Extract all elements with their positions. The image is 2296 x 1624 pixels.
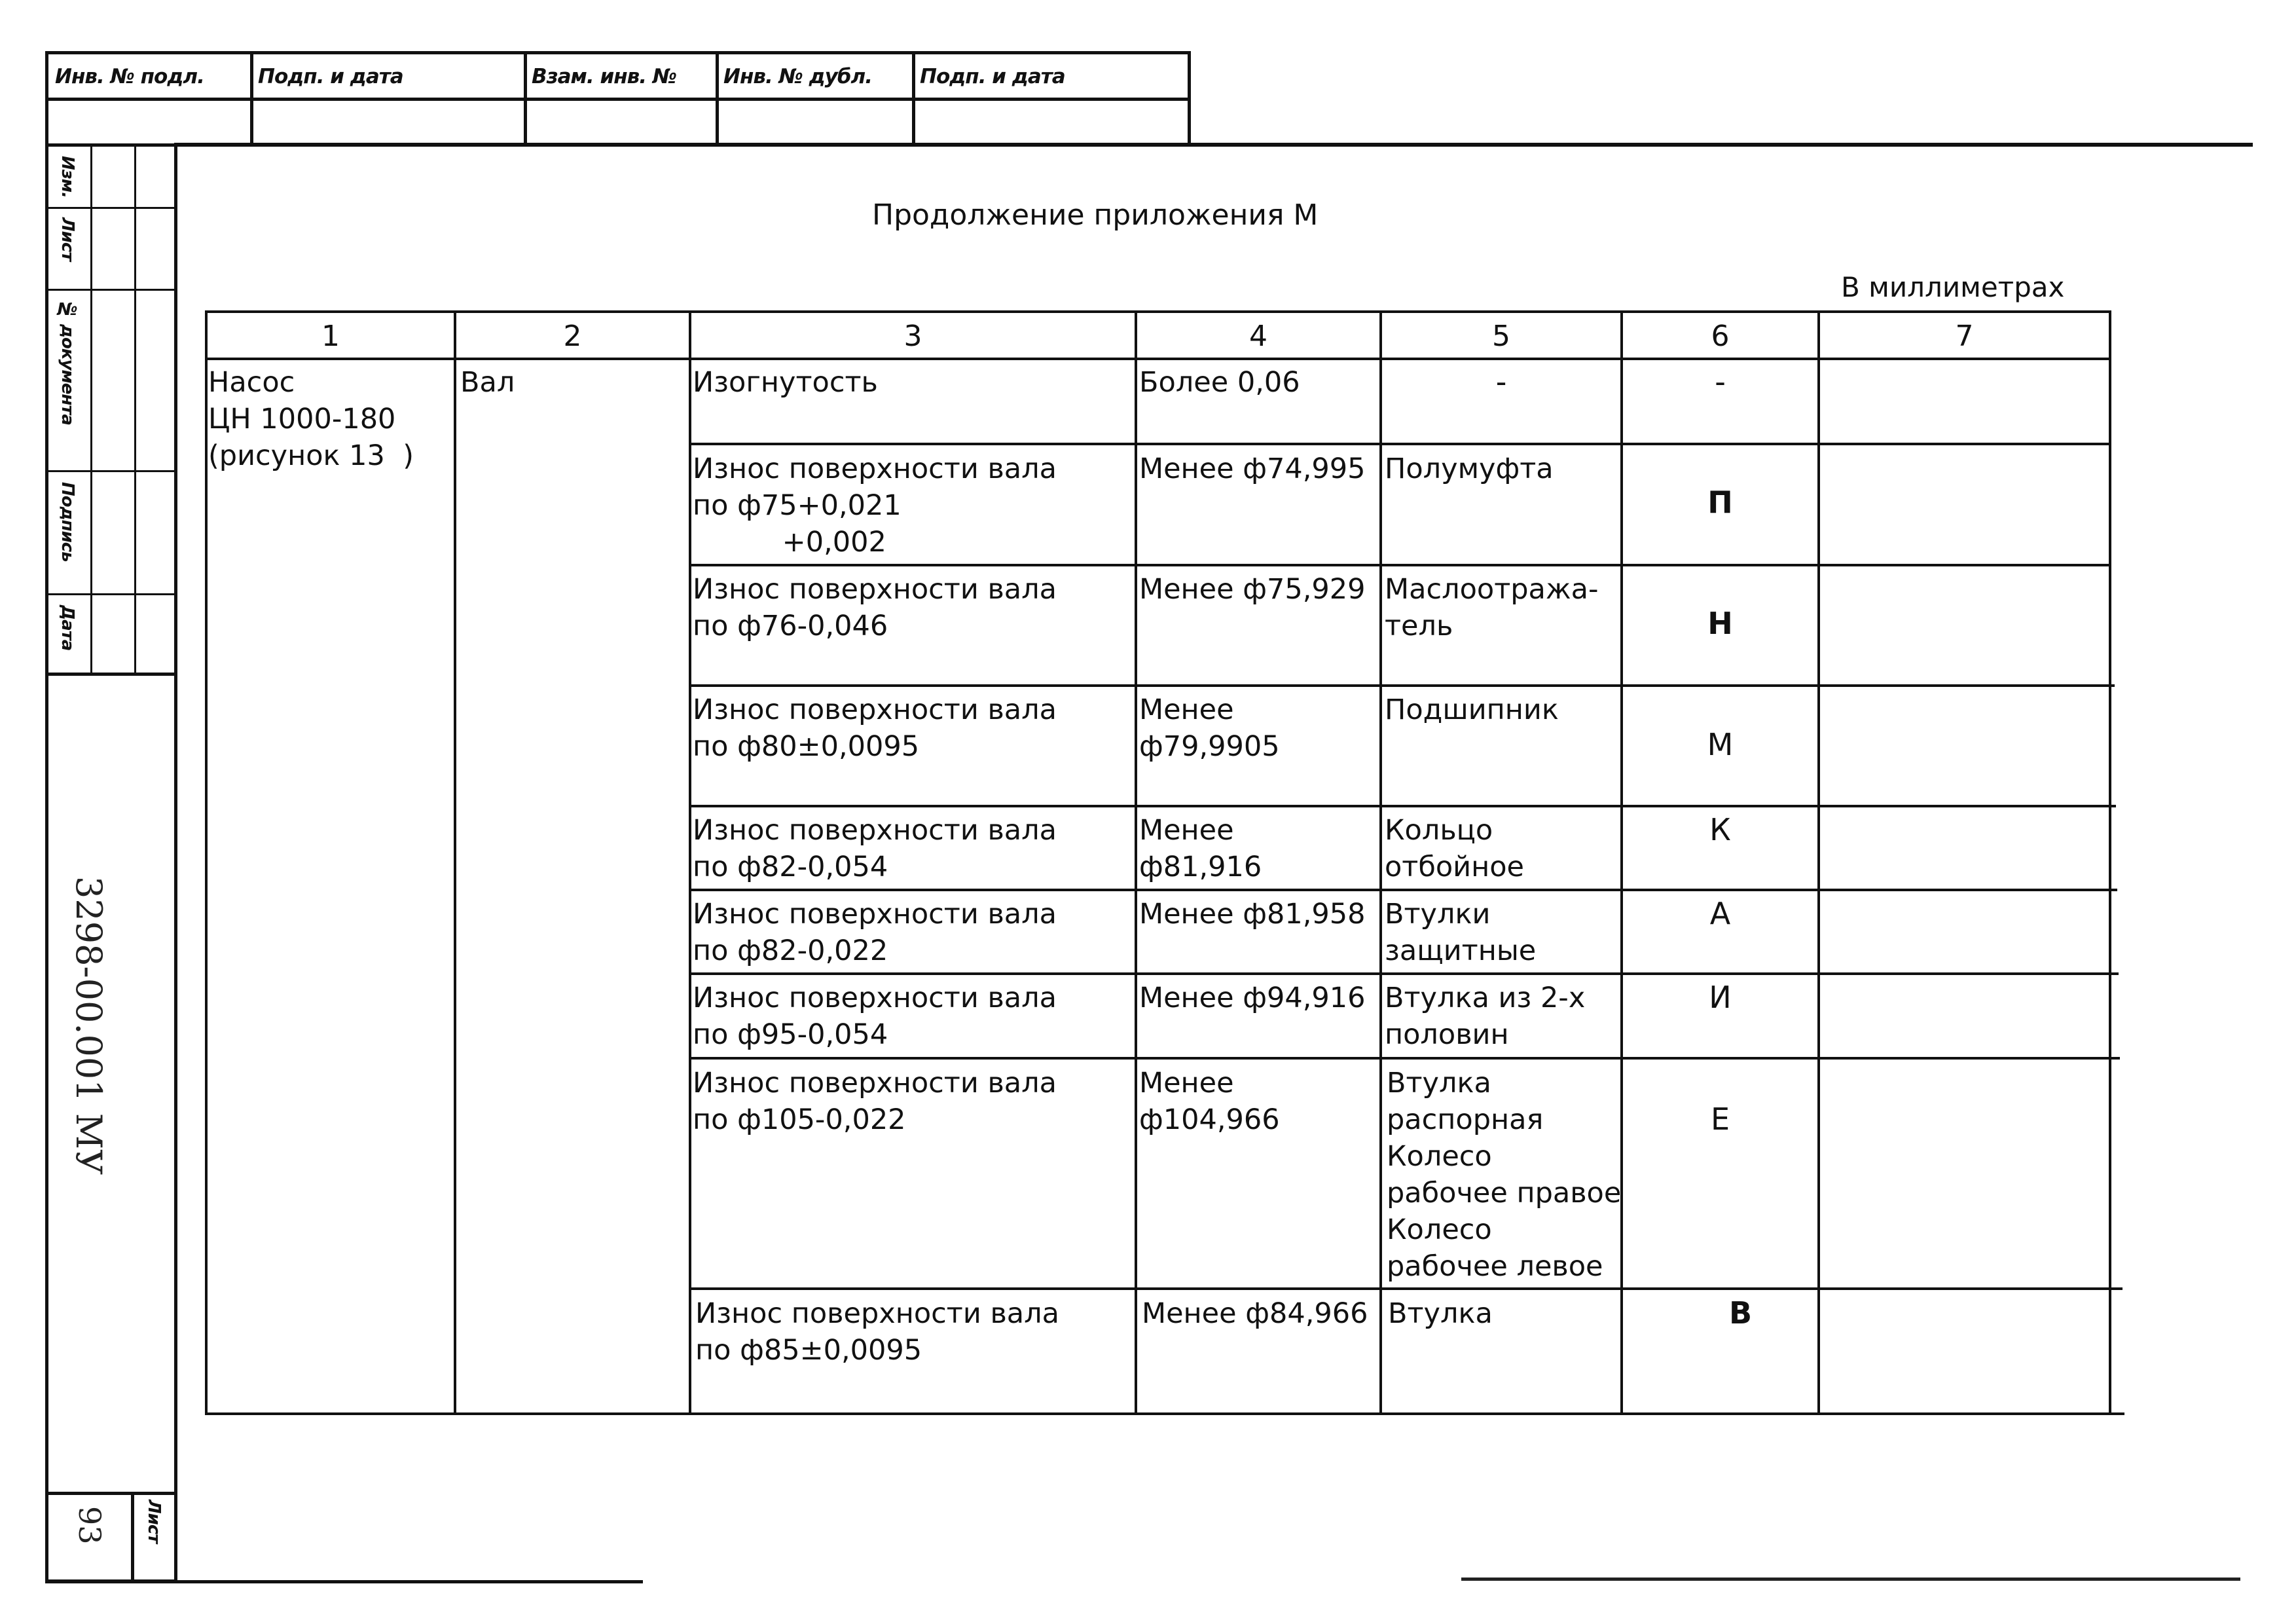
strip-row-line — [48, 593, 177, 595]
strip-row-line — [48, 1492, 177, 1495]
limit-cell: Более 0,06 — [1139, 366, 1300, 399]
units-note: В миллиметрах — [1841, 271, 2065, 303]
strip-label-signature: Подпись — [58, 482, 77, 562]
detail-cell: Втулка — [1388, 1297, 1493, 1330]
strip-col-line — [131, 1492, 134, 1579]
strip-row-line — [48, 470, 177, 472]
limit-cell: Менее ф84,966 — [1142, 1297, 1368, 1330]
defect-cell: Износ поверхности вала по ф80±0,0095 — [693, 693, 1057, 763]
table-line — [454, 310, 456, 1415]
table-line — [205, 310, 2111, 313]
defect-cell: Износ поверхности вала по ф105-0,022 — [693, 1067, 1057, 1136]
detail-cell: Втулки защитные — [1385, 898, 1537, 967]
table-line — [689, 1057, 2120, 1060]
table-line — [689, 564, 2111, 566]
pump-cell: Насос ЦН 1000-180 (рисунок 13 ) — [208, 366, 414, 472]
frame-top-line — [177, 143, 2253, 147]
strip-row-line — [48, 673, 177, 676]
stamp-label-inv-dup: Инв. № дубл. — [723, 65, 873, 88]
frame-left-line — [174, 143, 177, 1583]
code-cell: А — [1709, 896, 1731, 931]
limit-cell: Менее ф81,916 — [1139, 814, 1262, 883]
stamp-label-sign-date: Подп. и дата — [258, 65, 403, 88]
strip-col-line — [90, 147, 92, 674]
detail-cell: Маслоотража- тель — [1385, 573, 1599, 642]
table-line — [689, 443, 2111, 445]
col-header-2: 2 — [563, 319, 582, 353]
page-title: Продолжение приложения М — [872, 198, 1319, 232]
strip-label-change: Изм. — [58, 156, 77, 198]
table-line — [205, 310, 208, 1415]
col-header-6: 6 — [1711, 319, 1730, 353]
table-line — [2109, 310, 2111, 1415]
code-cell: И — [1709, 980, 1732, 1015]
table-line — [205, 358, 2111, 360]
code-cell: К — [1709, 812, 1731, 847]
code-cell: Е — [1710, 1101, 1730, 1137]
stamp-divider — [48, 98, 1188, 101]
table-line — [689, 805, 2116, 807]
strip-col-line — [134, 147, 136, 674]
col-header-5: 5 — [1492, 319, 1510, 353]
defect-cell: Износ поверхности вала по ф95-0,054 — [693, 982, 1057, 1051]
strip-row-line — [48, 207, 177, 209]
stamp-label-replace-inv: Взам. инв. № — [532, 65, 677, 88]
table-line — [689, 972, 2119, 975]
detail-cell: - — [1495, 364, 1507, 399]
code-cell: - — [1715, 364, 1726, 399]
detail-cell: Кольцо отбойное — [1385, 814, 1525, 883]
detail-cell: Полумуфта — [1385, 452, 1554, 485]
table-line — [1817, 310, 1820, 1415]
table-line — [1379, 310, 1382, 1415]
limit-cell: Менее ф81,958 — [1139, 898, 1366, 931]
defect-cell: Изогнутость — [693, 366, 878, 399]
table-line — [1135, 310, 1137, 1415]
col-header-7: 7 — [1955, 319, 1974, 353]
table-line — [689, 1287, 2123, 1290]
strip-label-date: Дата — [58, 605, 77, 651]
left-revision-strip — [45, 147, 177, 1583]
stamp-label-inv-orig: Инв. № подл. — [55, 65, 204, 88]
code-cell: П — [1707, 485, 1733, 520]
col-header-4: 4 — [1249, 319, 1267, 353]
frame-bottom-line — [1461, 1578, 2240, 1581]
col-header-3: 3 — [903, 319, 922, 353]
defect-cell: Износ поверхности вала по ф82-0,054 — [693, 814, 1057, 883]
document-number: 3298-00.001 МУ — [68, 876, 109, 1175]
defect-cell: Износ поверхности вала по ф82-0,022 — [693, 898, 1057, 967]
approval-stamp — [45, 51, 1191, 147]
sheet-label: Лист — [144, 1500, 164, 1543]
detail-cell: Втулка распорная Колесо рабочее правое Колесо рабочее левое — [1387, 1067, 1622, 1283]
strip-row-line — [48, 289, 177, 291]
detail-cell: Подшипник — [1385, 693, 1559, 726]
table-line — [689, 684, 2115, 687]
limit-cell: Менее ф75,929 — [1139, 573, 1366, 606]
stamp-label-sign-date-2: Подп. и дата — [920, 65, 1065, 88]
table-line — [205, 1412, 2124, 1415]
defect-cell: Износ поверхности вала по ф85±0,0095 — [695, 1297, 1059, 1367]
limit-cell: Менее ф104,966 — [1139, 1067, 1280, 1136]
table-line — [689, 310, 691, 1415]
part-cell: Вал — [460, 366, 515, 399]
code-cell: В — [1728, 1295, 1753, 1331]
code-cell: М — [1707, 727, 1734, 762]
detail-cell: Втулка из 2-х половин — [1385, 982, 1586, 1051]
defect-cell: Износ поверхности вала по ф75+0,021 +0,002 — [693, 452, 1057, 559]
code-cell: Н — [1707, 606, 1733, 641]
limit-cell: Менее ф74,995 — [1139, 452, 1366, 485]
limit-cell: Менее ф94,916 — [1139, 982, 1366, 1014]
defect-cell: Износ поверхности вала по ф76-0,046 — [693, 573, 1057, 642]
frame-bottom-line — [45, 1580, 643, 1583]
strip-label-sheet: Лист — [58, 217, 77, 261]
col-header-1: 1 — [321, 319, 340, 353]
sheet-number: 93 — [72, 1506, 107, 1545]
table-line — [689, 889, 2117, 891]
strip-label-document: № документа — [58, 300, 77, 425]
limit-cell: Менее ф79,9905 — [1139, 693, 1280, 763]
